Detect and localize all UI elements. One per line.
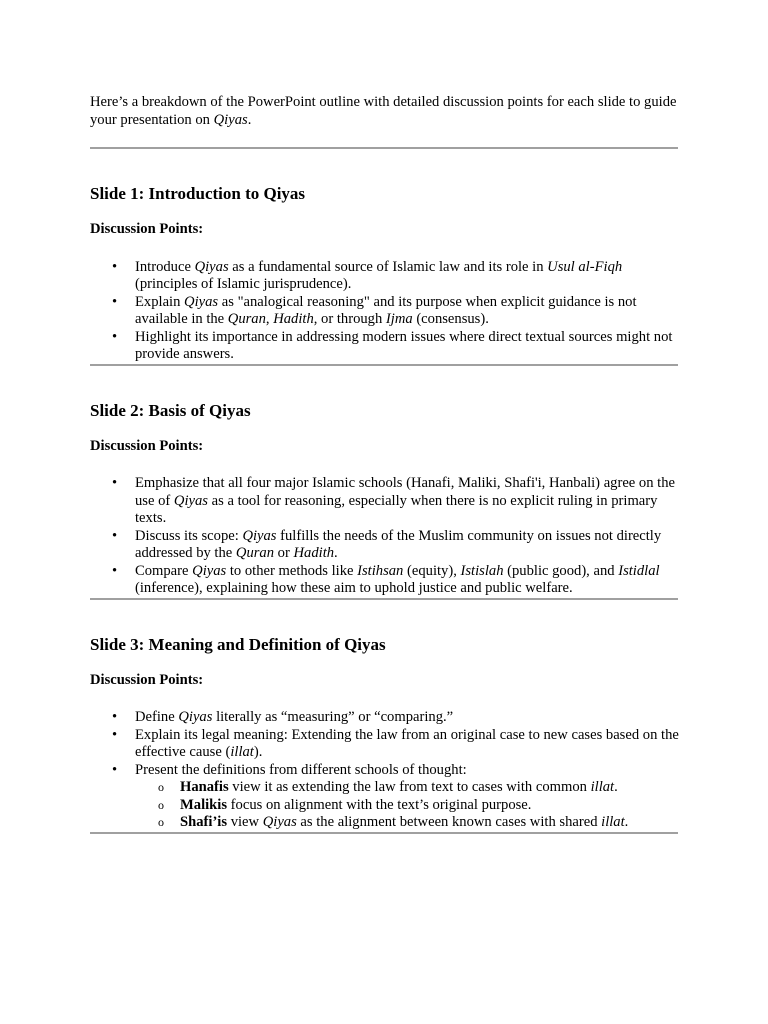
term: Usul al-Fiqh	[547, 258, 623, 275]
slide-1-points	[90, 259, 680, 364]
divider	[90, 147, 678, 149]
text: .	[334, 545, 338, 561]
slide-2-label: Discussion Points:	[90, 437, 204, 454]
text: Explain its legal meaning: Extending the law from an original case to new cases based on the effective cause (	[135, 726, 679, 760]
text: as the alignment between known cases with shared	[296, 814, 602, 830]
list-item	[90, 329, 680, 364]
slide-1-label: Discussion Points:	[90, 221, 204, 237]
school-name: Hanafis	[180, 779, 229, 795]
divider	[90, 832, 678, 834]
slide-2-title: Slide 2: Basis of Qiyas	[90, 400, 251, 420]
document-body	[90, 94, 680, 834]
term: illat	[601, 814, 625, 830]
term: Qiyas	[194, 258, 229, 275]
list-item	[90, 709, 680, 727]
text: ).	[253, 744, 263, 760]
text: Highlight its importance in addressing modern issues where direct textual sources might not provide answers.	[135, 328, 673, 362]
text: ,	[265, 311, 274, 327]
term: Ijma	[385, 311, 413, 327]
divider	[90, 364, 678, 366]
term: Istislah	[460, 562, 504, 579]
divider	[90, 598, 678, 600]
text: .	[614, 779, 618, 795]
slide-2-points	[90, 475, 680, 598]
text: (public good), and	[503, 562, 619, 579]
sub-list-item	[135, 814, 680, 832]
intro-paragraph	[90, 94, 680, 129]
slide-1-title: Slide 1: Introduction to Qiyas	[90, 184, 306, 203]
list-item	[90, 528, 680, 563]
school-definitions	[135, 779, 680, 832]
text: or	[274, 545, 294, 561]
intro-emphasis: Qiyas	[213, 111, 248, 128]
text: (equity),	[403, 562, 461, 579]
intro-text: Here’s a breakdown of the PowerPoint outline with detailed discussion points for each slide to guide your presentation on	[90, 94, 677, 128]
text: (consensus).	[412, 311, 489, 327]
sub-list-item	[135, 797, 680, 815]
text: view	[227, 814, 263, 830]
text: to other methods like	[226, 562, 358, 579]
term: Hadith	[293, 545, 335, 561]
term: Quran	[235, 545, 275, 561]
intro-text-end: .	[247, 111, 252, 128]
term: illat	[230, 744, 254, 760]
school-name: Shafi’is	[180, 814, 228, 830]
term: Qiyas	[184, 293, 219, 310]
term: Qiyas	[178, 709, 213, 725]
slide-3-title: Slide 3: Meaning and Definition of Qiyas	[90, 634, 386, 654]
text: view it as extending the law from text to cases with common	[228, 779, 591, 795]
text: (inference), explaining how these aim to uphold justice and public welfare.	[135, 580, 573, 596]
term: Qiyas	[173, 492, 208, 509]
text: as a tool for reasoning, especially when there is no explicit ruling in primary texts.	[135, 492, 658, 526]
list-item	[90, 294, 680, 329]
term: Istidlal	[618, 562, 660, 579]
list-item	[90, 259, 680, 294]
list-item	[90, 762, 680, 832]
list-item	[90, 475, 680, 528]
text: Discuss its scope:	[135, 527, 243, 544]
text: Explain	[135, 293, 185, 310]
term: Qiyas	[242, 527, 277, 544]
slide-3-label: Discussion Points:	[90, 671, 204, 688]
text: fulfills the needs of the Muslim community on issues not directly addressed by the	[135, 527, 662, 561]
text: Introduce	[135, 258, 195, 275]
term: Hadith	[273, 311, 314, 327]
text: (principles of Islamic jurisprudence).	[135, 276, 352, 292]
term: Quran	[227, 311, 266, 327]
text: as a fundamental source of Islamic law and its role in	[228, 258, 548, 275]
sub-list-item	[135, 779, 680, 797]
slide-3-points	[90, 709, 680, 832]
text: literally as “measuring” or “comparing.”	[212, 709, 454, 725]
term: Qiyas	[262, 814, 297, 830]
text: Compare	[135, 562, 193, 579]
text: , or through	[313, 311, 386, 327]
school-name: Malikis	[180, 796, 228, 813]
text: focus on alignment with the text’s original purpose.	[227, 796, 532, 813]
term: illat	[590, 779, 615, 795]
text: Present the definitions from different schools of thought:	[135, 761, 467, 778]
text: Emphasize that all four major Islamic schools (Hanafi, Maliki, Shafi'i, Hanbali) agree on the use of	[135, 475, 675, 509]
term: Qiyas	[192, 562, 227, 579]
text: Define	[135, 709, 179, 725]
text: as "analogical reasoning" and its purpose when explicit guidance is not available in the	[135, 293, 637, 327]
text: .	[624, 814, 629, 830]
list-item	[90, 727, 680, 762]
list-item	[90, 563, 680, 598]
term: Istihsan	[357, 562, 404, 579]
